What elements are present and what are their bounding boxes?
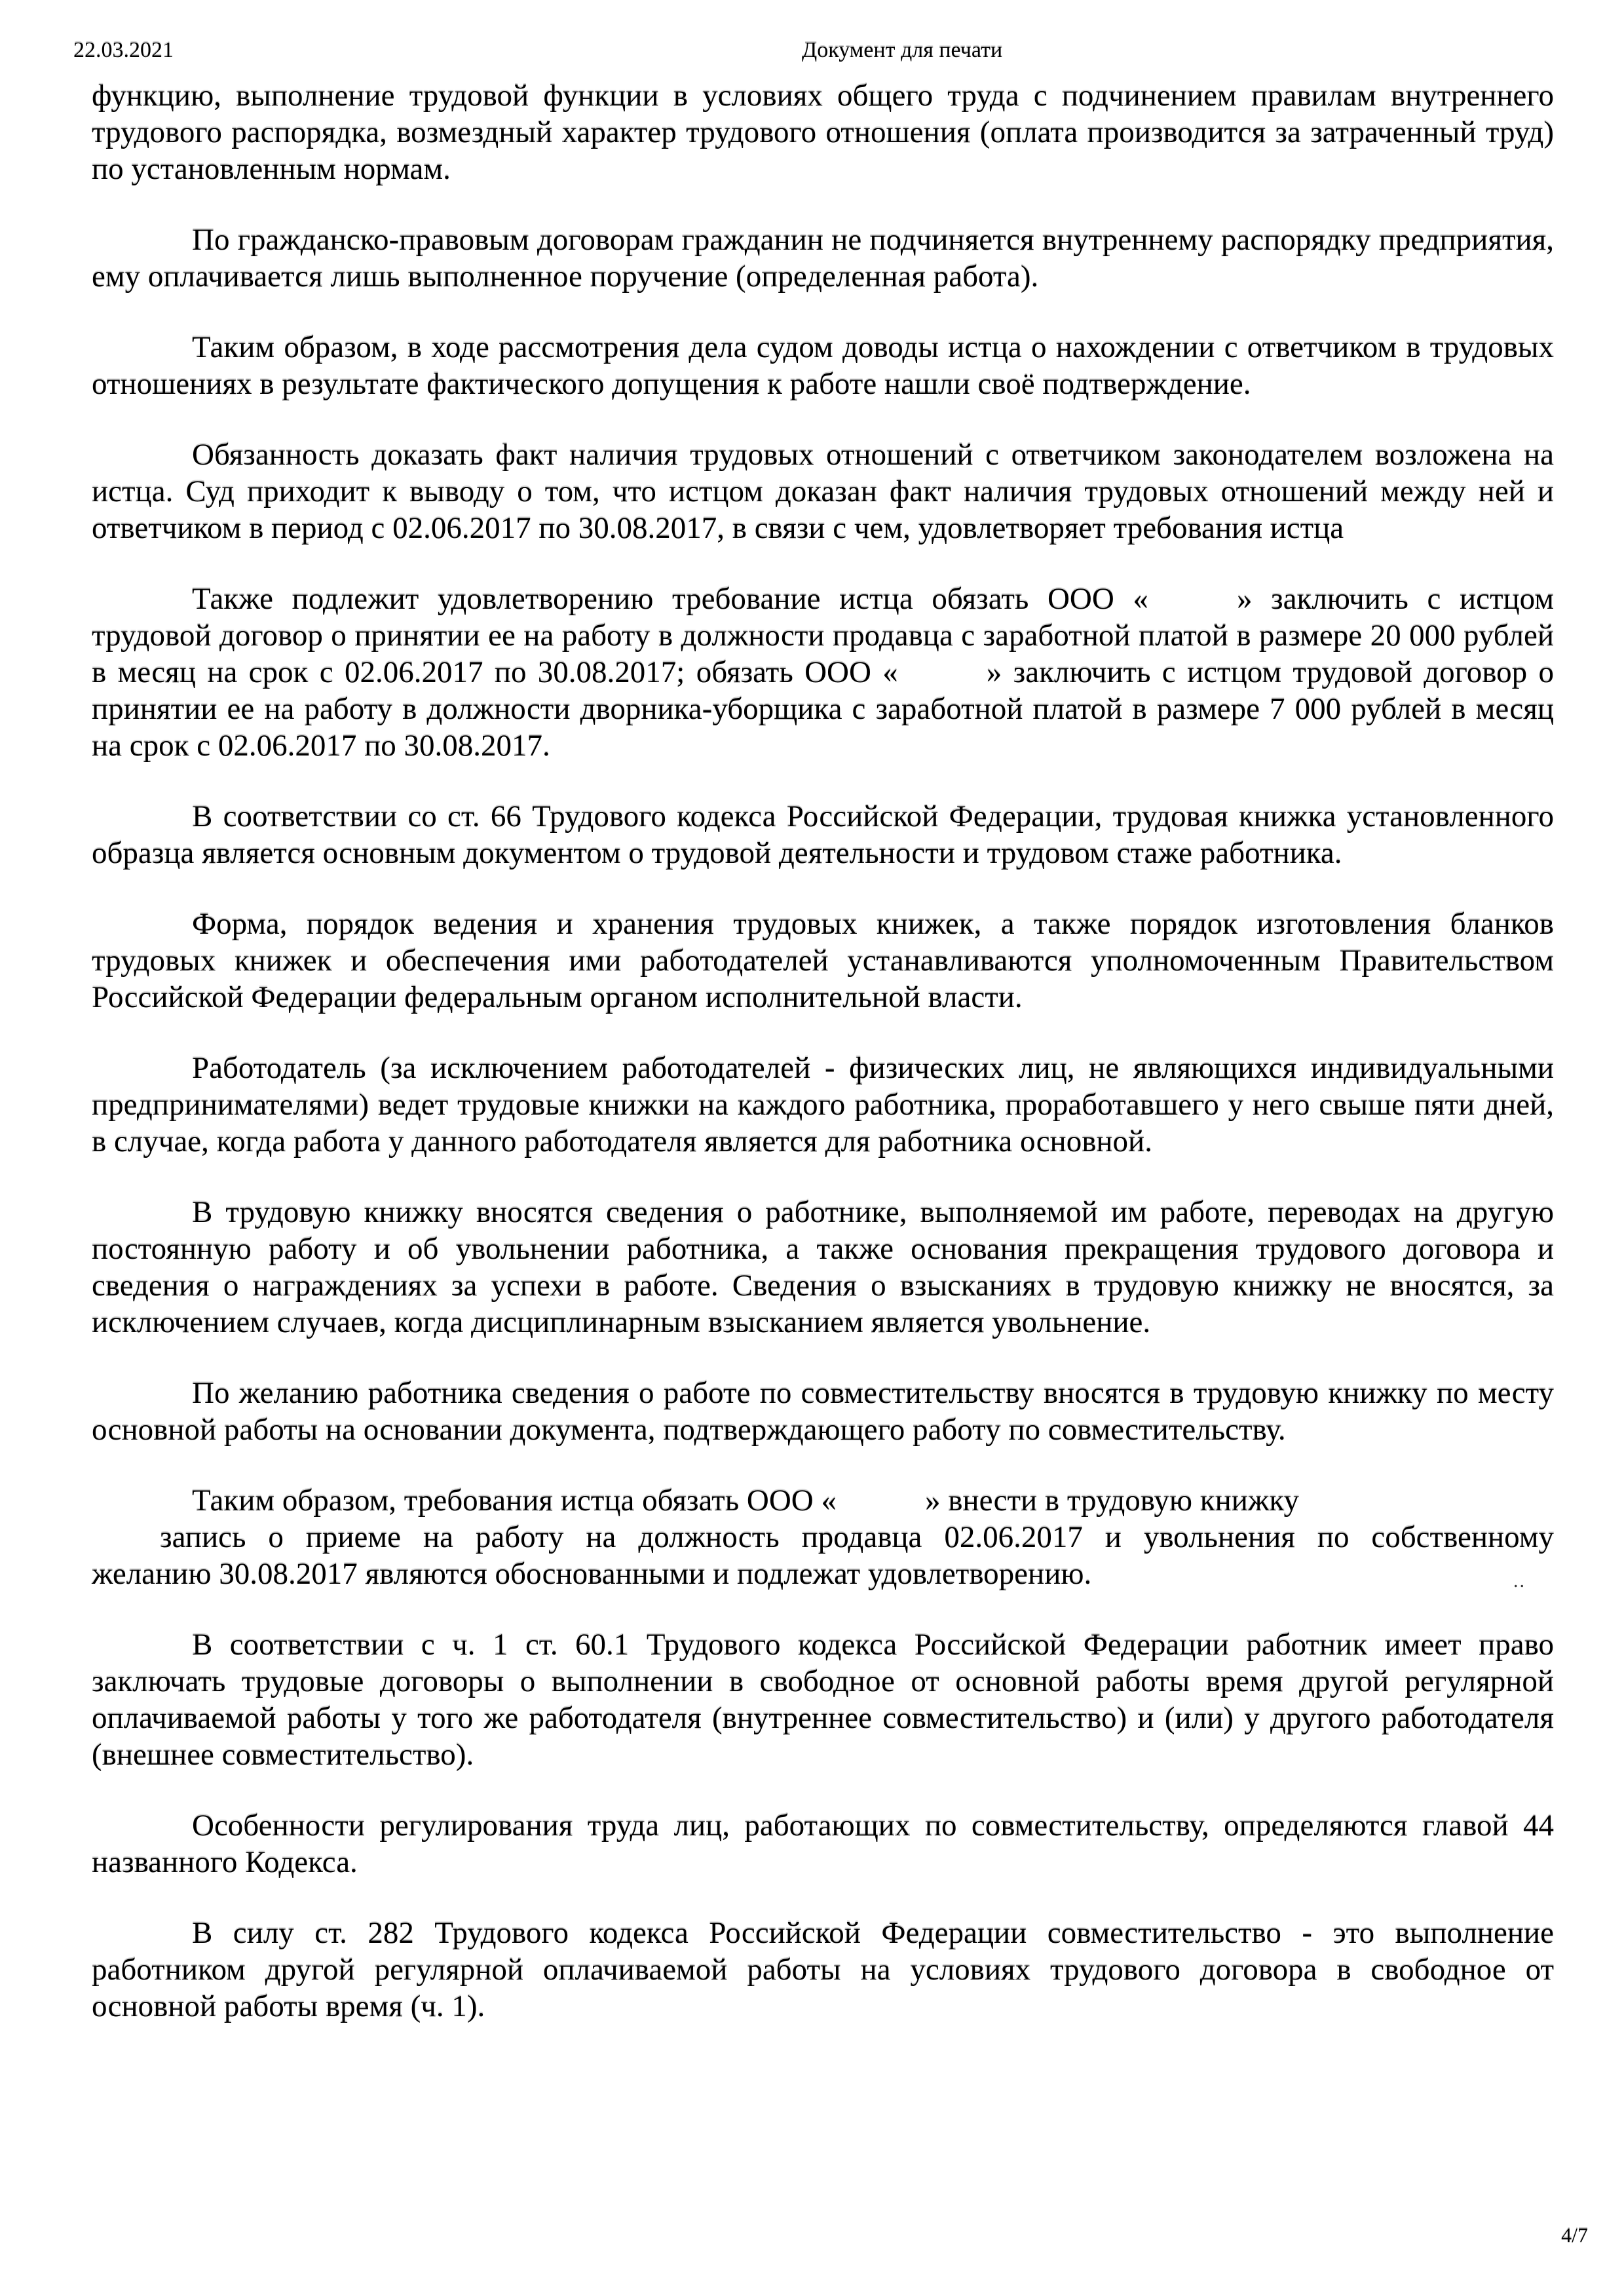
document-body	[92, 77, 1554, 2059]
paragraph: В силу ст. 282 Трудового кодекса Российской Федерации совместительство - это выполнение работником другой регулярной оплачиваемой работы на условиях трудового договора в свободное от основной работы время (ч. 1).	[92, 1916, 1554, 2023]
print-date: 22.03.2021	[73, 38, 174, 62]
page-number: 4/7	[1561, 2223, 1588, 2247]
stray-artifact-mark: ..	[1513, 1570, 1526, 1592]
page-title: Документ для печати	[802, 38, 1003, 62]
paragraph: Обязанность доказать факт наличия трудовых отношений с ответчиком законодателем возложена на истца. Суд приходит к выводу о том, что истцом доказан факт наличия трудовых отношений между ней и ответчиком в период с 02.06.2017 по 30.08.2017, в связи с чем, удовлетворяет требования истца	[92, 438, 1554, 545]
paragraph: Особенности регулирования труда лиц, работающих по совместительству, определяются главой 44 названного Кодекса.	[92, 1808, 1554, 1879]
paragraph: Также подлежит удовлетворению требование истца обязать ООО « » заключить с истцом трудовой договор о принятии ее на работу в должности продавца с заработной платой в размере 20 000 рублей в месяц на срок с 02.06.2017 по 30.08.2017; обязать ООО « » заключить с истцом трудовой договор о принятии ее на работу в должности дворника-уборщика с заработной платой в размере 7 000 рублей в месяц на срок с 02.06.2017 по 30.08.2017.	[92, 582, 1555, 763]
paragraph-line: запись о приеме на работу на должность продавца 02.06.2017 и увольнения по собственному	[160, 1520, 1554, 1554]
paragraph: В трудовую книжку вносятся сведения о работнике, выполняемой им работе, переводах на другую постоянную работу и об увольнении работника, а также основания прекращения трудового договора и сведения о награждениях за успехи в работе. Сведения о взысканиях в трудовую книжку не вносятся, за исключением случаев, когда дисциплинарным взысканием является увольнение.	[92, 1195, 1554, 1339]
paragraph: В соответствии с ч. 1 ст. 60.1 Трудового кодекса Российской Федерации работник имеет право заключать трудовые договоры о выполнении в свободное от основной работы время другой регулярной оплачиваемой работы у того же работодателя (внутреннее совместительство) и (или) у другого работодателя (внешнее совместительство).	[92, 1628, 1554, 1772]
paragraph-line: желанию 30.08.2017 являются обоснованными и подлежат удовлетворению.	[92, 1557, 1092, 1591]
paragraph: По гражданско-правовым договорам гражданин не подчиняется внутреннему распорядку предприятия, ему оплачивается лишь выполненное поручение (определенная работа).	[92, 223, 1554, 294]
paragraph: функцию, выполнение трудовой функции в условиях общего труда с подчинением правилам внутреннего трудового распорядка, возмездный характер трудового отношения (оплата производится за затраченный труд) по установленным нормам.	[92, 79, 1554, 186]
paragraph-line: Таким образом, требования истца обязать ООО « » внести в трудовую книжку	[192, 1483, 1300, 1518]
paragraph: В соответствии со ст. 66 Трудового кодекса Российской Федерации, трудовая книжка установленного образца является основным документом о трудовой деятельности и трудовом стаже работника.	[92, 799, 1554, 870]
paragraph: Таким образом, в ходе рассмотрения дела судом доводы истца о нахождении с ответчиком в трудовых отношениях в результате фактического допущения к работе нашли своё подтверждение.	[92, 330, 1554, 401]
paragraph	[92, 1482, 1554, 1592]
paragraph: По желанию работника сведения о работе по совместительству вносятся в трудовую книжку по месту основной работы на основании документа, подтверждающего работу по совместительству.	[92, 1376, 1554, 1447]
paragraph: Работодатель (за исключением работодателей - физических лиц, не являющихся индивидуальными предпринимателями) ведет трудовые книжки на каждого работника, проработавшего у него свыше пяти дней, в случае, когда работа у данного работодателя является для работника основной.	[92, 1051, 1554, 1158]
paragraph: Форма, порядок ведения и хранения трудовых книжек, а также порядок изготовления бланков трудовых книжек и обеспечения ими работодателей устанавливаются уполномоченным Правительством Российской Федерации федеральным органом исполнительной власти.	[92, 907, 1554, 1014]
